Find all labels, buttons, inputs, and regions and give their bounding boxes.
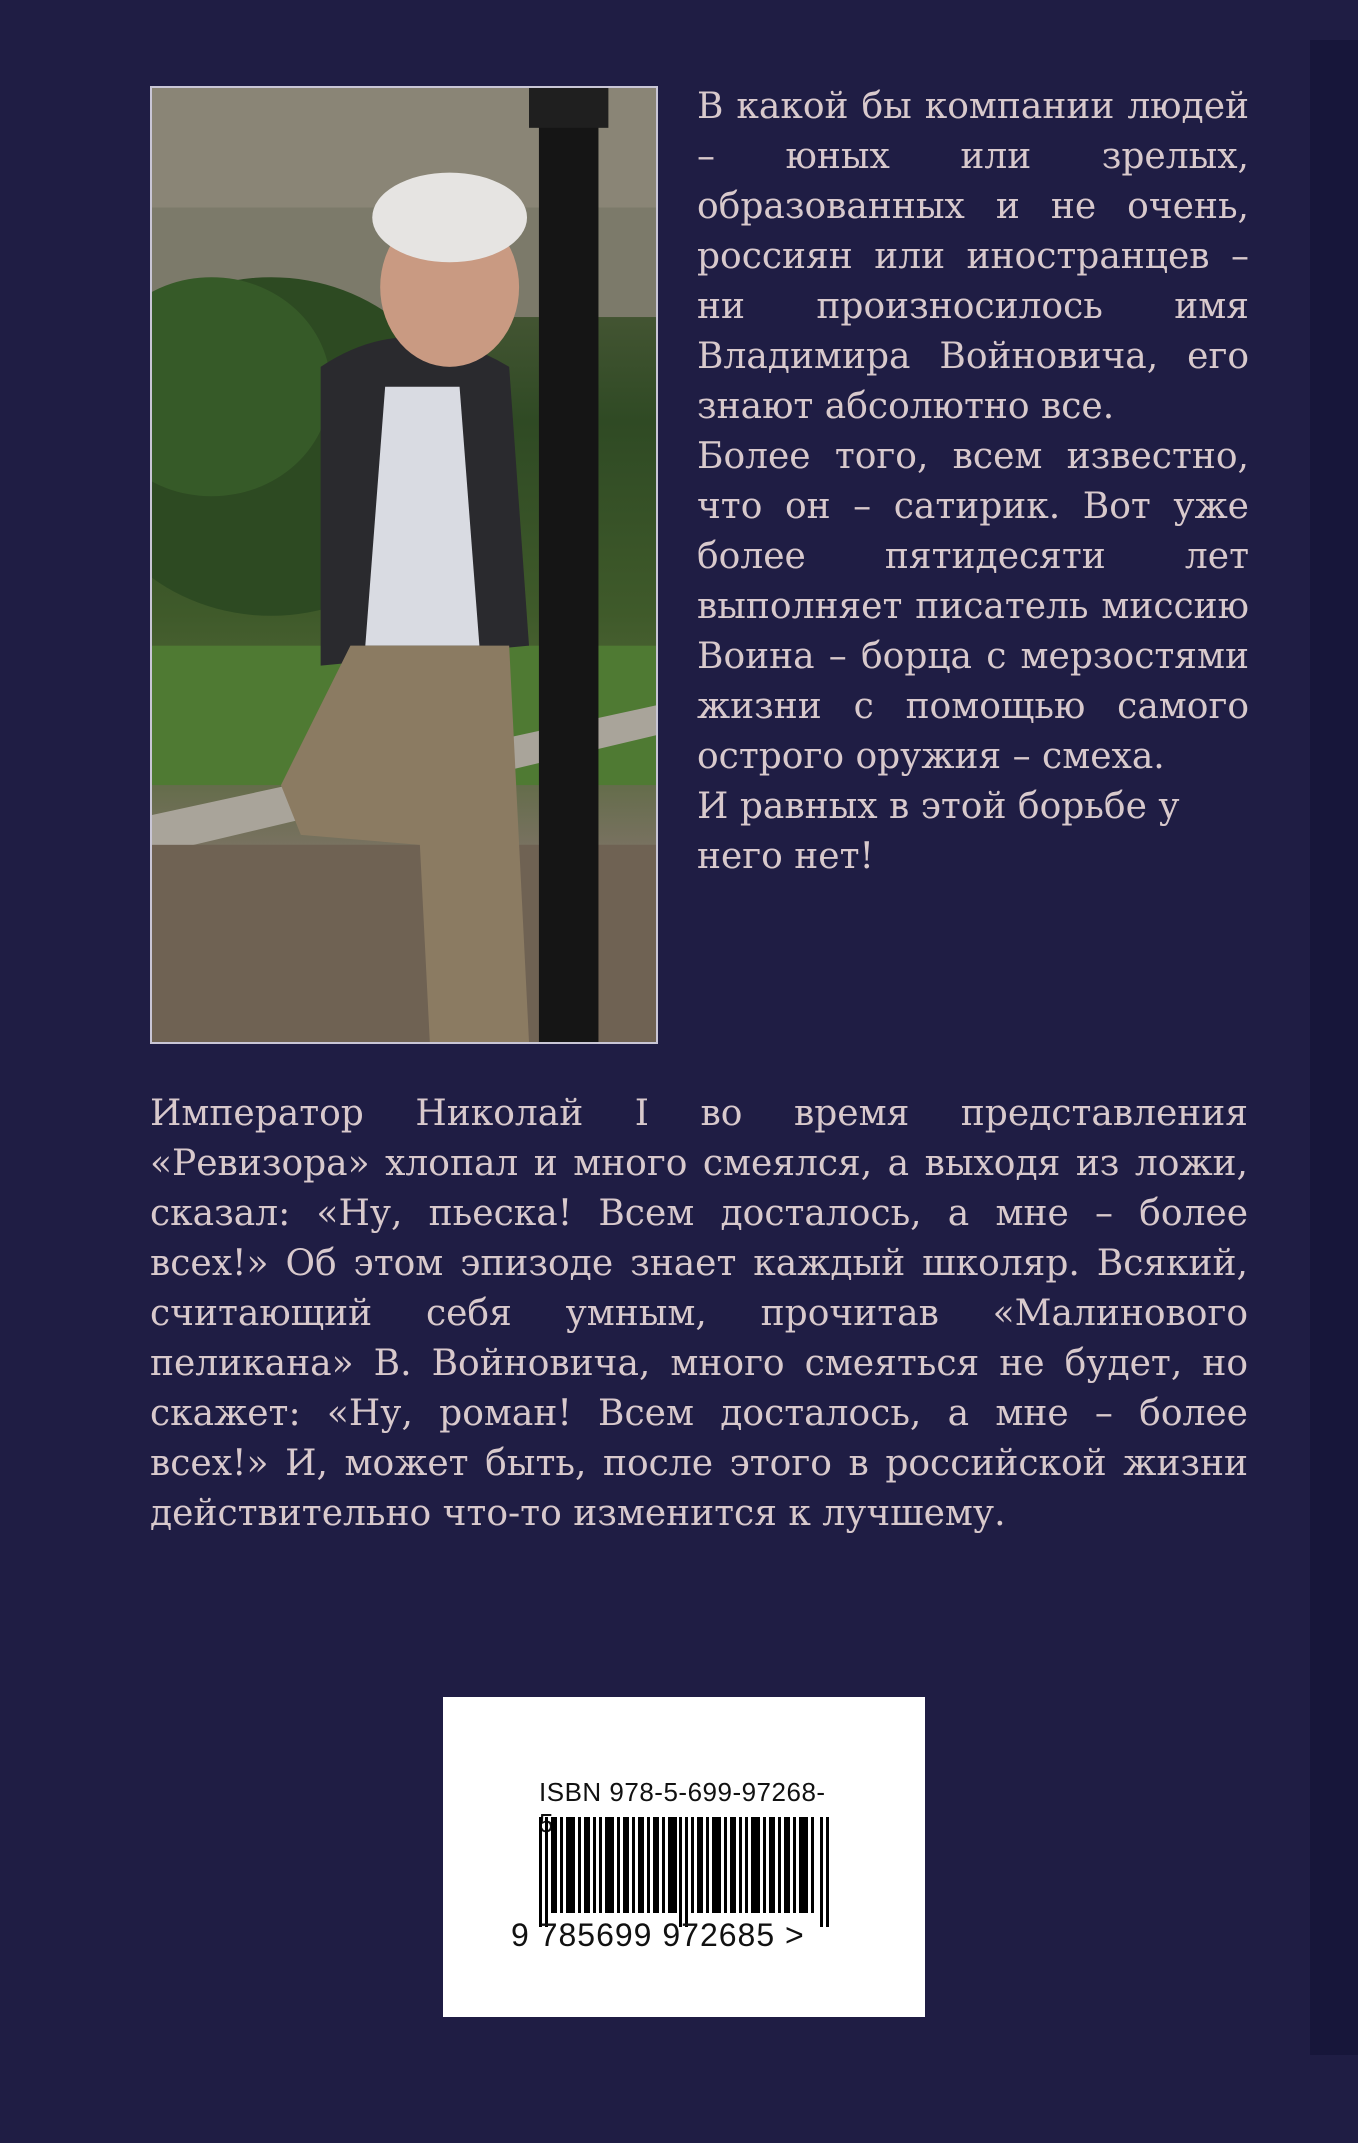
main-paragraph: Император Николай I во время представления «Ревизора» хлопал и много смеялся, а выходя из ложи, сказал: «Ну, пьеска! Всем досталось, а мне – более всех!» Об этом эпизоде знает каждый школяр. Всякий, считающий себя умным, прочитав «Малинового пеликана» В. Войновича, много смеяться не будет, но скажет: «Ну, роман! Всем досталось, а мне – более всех!» И, может быть, после этого в российской жизни действительно что-то изменится к лучшему. [150, 1093, 1248, 1534]
intro-paragraph-1: В какой бы компании людей – юных или зрелых, образованных и не очень, россиян или иностранцев – ни произносилось имя Владимира Войновича, его знают абсолютно все. [697, 86, 1249, 427]
spine-edge [1310, 40, 1358, 2055]
barcode-digits: 9 785699 972685 > [511, 1917, 805, 1953]
author-photo [150, 86, 658, 1044]
main-text [150, 1089, 1248, 1539]
author-photo-illustration [152, 88, 656, 1042]
barcode-box [443, 1697, 925, 2017]
intro-text [697, 82, 1249, 882]
intro-paragraph-3: И равных в этой борьбе у него нет! [697, 786, 1180, 877]
isbn-label: ISBN 978-5-699-97268-5 [539, 1777, 826, 1838]
barcode-bars [539, 1817, 829, 1927]
intro-paragraph-2: Более того, всем известно, что он – сатирик. Вот уже более пятидесяти лет выполняет писатель миссию Воина – борца с мерзостями жизни с помощью самого острого оружия – смеха. [697, 436, 1249, 777]
